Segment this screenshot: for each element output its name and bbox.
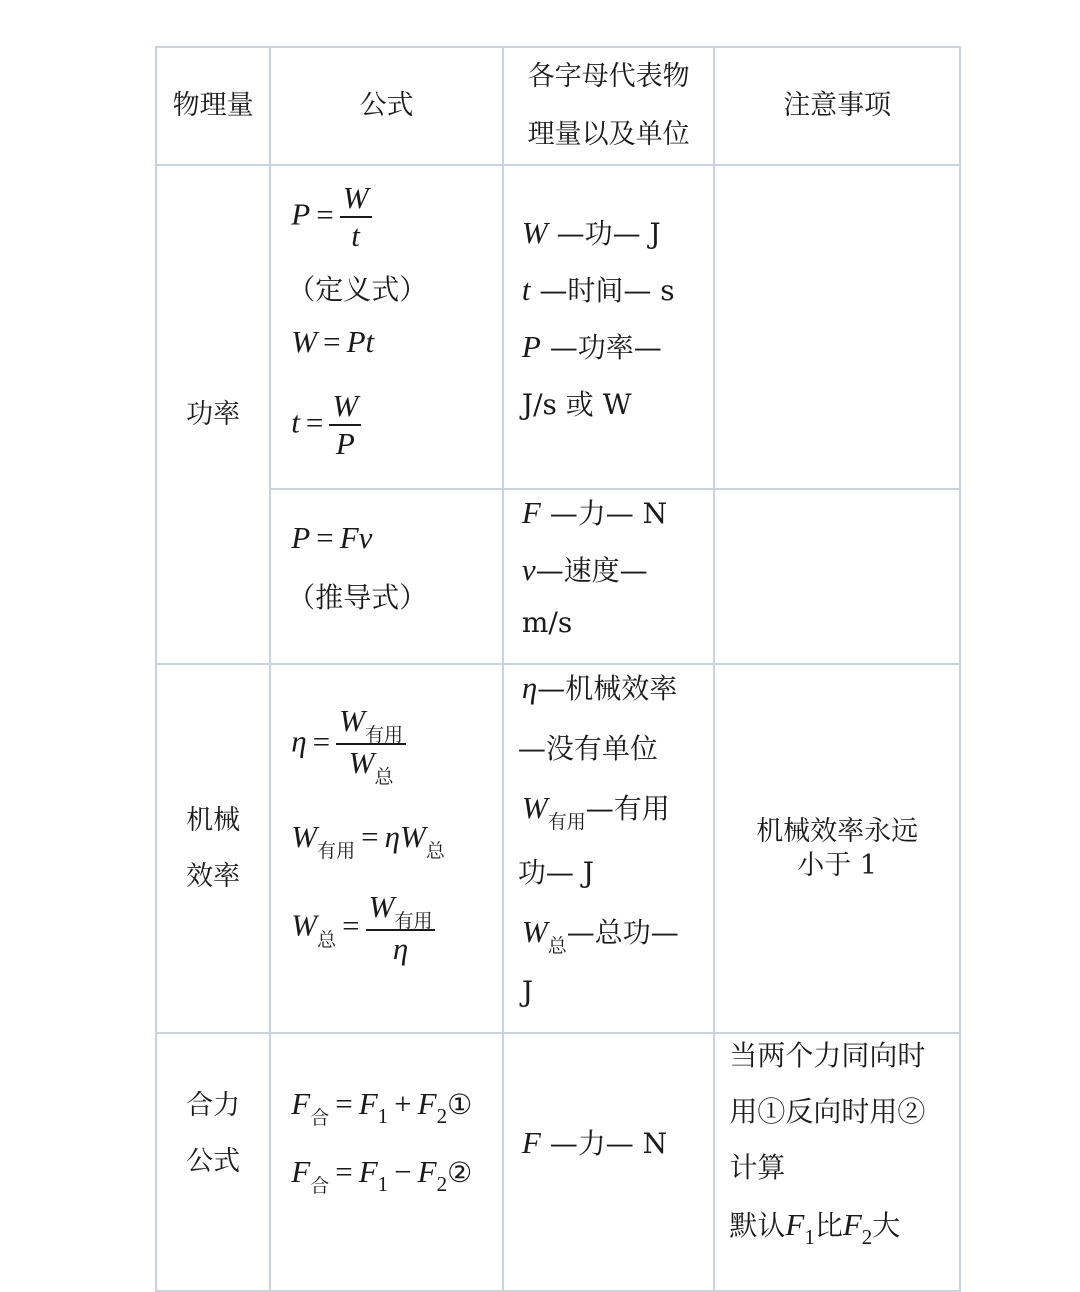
power-definition-notes	[714, 165, 960, 489]
power-row-definition	[156, 165, 960, 489]
resultant-formulas	[270, 1033, 503, 1291]
note-line-1: 当两个力同向时	[729, 1039, 926, 1072]
efficiency-row	[156, 664, 960, 1033]
note-line-2: 用①反向时用②	[729, 1095, 926, 1128]
formula-p-equals-w-over-t: P = $\frac{W}{t}$	[291, 180, 371, 254]
var-w-total: $W_总—$总功—	[521, 914, 679, 957]
resultant-label: 合力 公式	[156, 1033, 270, 1291]
formula-table	[155, 46, 961, 1292]
var-w-work: W —功— J	[521, 215, 661, 250]
formula-w-useful: $W_{有用} = \eta W_总$	[291, 819, 445, 862]
formula-t-equals-w-over-p: t = $\frac{W}{P}$	[291, 388, 361, 462]
var-v-unit: m/s	[521, 606, 573, 639]
var-p-unit: J/s 或 W	[521, 388, 632, 421]
var-w-useful: $W_{有用}—$有用	[521, 790, 670, 833]
var-v-velocity: v—速度—	[521, 552, 648, 587]
header-quantity: 物理量	[156, 47, 270, 165]
power-derived-formulas	[270, 489, 503, 664]
efficiency-formulas	[270, 664, 503, 1033]
formula-p-equals-fv: P = Fv	[291, 520, 373, 555]
formula-w-total: $W_总$ = $\frac{W_{有用}}{\eta}$	[291, 889, 435, 967]
efficiency-variables	[503, 664, 715, 1033]
efficiency-notes: 机械效率永远 小于 1	[714, 664, 960, 1033]
note-line-4: 默认$F_1$比$F_2$大	[729, 1207, 901, 1249]
var-t-time: t —时间— s	[521, 272, 675, 307]
efficiency-label: 机械 效率	[156, 664, 270, 1033]
power-derived-notes	[714, 489, 960, 664]
formula-w-equals-pt: W = Pt	[291, 324, 375, 359]
var-w-useful-unit: 功— J	[517, 856, 594, 889]
var-f-force: F —力— N	[521, 495, 668, 530]
header-variables: 各字母代表物 理量以及单位	[503, 47, 715, 165]
header-row	[156, 47, 960, 165]
power-definition-variables	[503, 165, 715, 489]
var-eta-unit: —没有单位	[517, 732, 658, 765]
note-line-3: 计算	[729, 1151, 786, 1184]
formula-resultant-same-direction: $F_合 = F_1$ + $F_2①$	[291, 1086, 473, 1129]
power-definition-formulas	[270, 165, 503, 489]
power-derived-variables	[503, 489, 715, 664]
definition-note: （定义式）	[287, 273, 428, 306]
power-row-derived	[156, 489, 960, 664]
derived-note: （推导式）	[287, 581, 428, 614]
resultant-notes	[714, 1033, 960, 1291]
var-p-power: P —功率—	[521, 329, 662, 364]
power-label: 功率	[156, 165, 270, 664]
var-f-force-resultant: F —力— N	[521, 1125, 668, 1160]
header-formula: 公式	[270, 47, 503, 165]
formula-eta-definition: η = $\frac{W_{有用}}{W_总}$	[291, 703, 406, 785]
header-notes: 注意事项	[714, 47, 960, 165]
var-eta: η—机械效率	[521, 670, 678, 705]
var-w-total-unit: J	[521, 975, 534, 1008]
resultant-row	[156, 1033, 960, 1291]
resultant-variables	[503, 1033, 715, 1291]
formula-resultant-opposite-direction: $F_合 = F_1$ − $F_2②$	[291, 1154, 473, 1197]
